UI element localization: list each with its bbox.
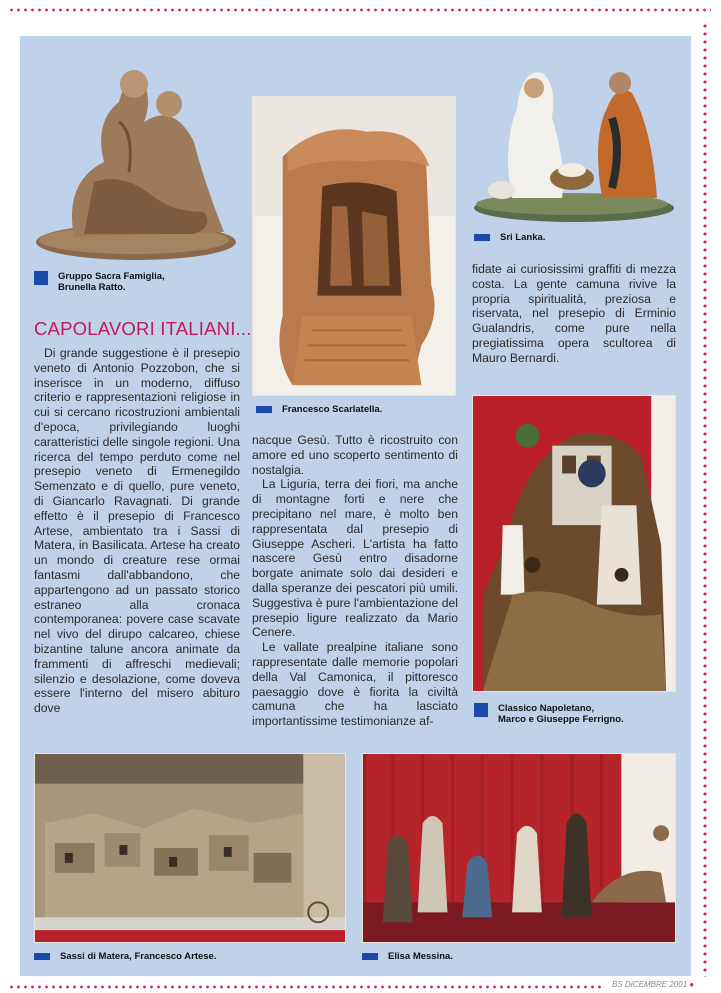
caption-square-icon [362, 953, 378, 960]
caption-square-icon [474, 234, 490, 241]
caption-elisa-messina: Elisa Messina. [362, 951, 676, 962]
right-dotted-border [702, 22, 708, 977]
page-footer [612, 980, 694, 989]
footer-text: BS DICEMBRE 2001 [612, 980, 688, 989]
article-headline: CAPOLAVORI ITALIANI... [34, 318, 252, 339]
bottom-dotted-border [8, 985, 602, 989]
caption-square-icon [256, 406, 272, 413]
article-column-2 [252, 433, 458, 729]
photo-scarlatella [252, 96, 456, 396]
article-column-3 [472, 262, 676, 366]
photo-sri-lanka [472, 58, 676, 223]
article-paragraph: fidate ai curiosissimi graffiti di mezza costa. La gente camuna rivive la propria spiritualità, preziosa e riservata, nel presepio di Erminio Gualandris, come pure nella pregiatissima opera scultorea di Mauro Bernardi. [472, 262, 676, 365]
article-paragraph: La Liguria, terra dei fiori, ma anche di montagne forti e nere che precipitano nel mare, è molto ben rappresentata dal presepio di Giuseppe Ascheri. L'artista ha fatto nascere Gesù entro disadorne borgate animate solo dai desideri e dalla speranze dei pescatori più umili. Suggestiva è pure l'ambientazione del presepio ligure realizzato da Mario Cenere. [252, 477, 458, 640]
caption-sri-lanka: Sri Lanka. [474, 232, 674, 243]
footer-dot-icon: ● [689, 980, 695, 989]
caption-sacra-famiglia: Gruppo Sacra Famiglia, Brunella Ratto. [34, 271, 234, 293]
photo-sacra-famiglia [34, 62, 238, 264]
caption-square-icon [474, 703, 488, 717]
top-dotted-border [8, 8, 711, 12]
caption-scarlatella: Francesco Scarlatella. [256, 404, 456, 415]
caption-sassi-matera: Sassi di Matera, Francesco Artese. [34, 951, 346, 962]
article-paragraph: Di grande suggestione è il presepio veneto di Antonio Pozzobon, che si inserisce in un moderno, diffuso criterio e rappresentazioni religiose in cui si cercano ricostruzioni ambientali d'epoca, privilegiando luoghi caratteristici delle singole regioni. Una ricerca del tempo perduto come nel presepio veneto di Ermenegildo Semenzato e di quello, pure veneto, di Giancarlo Ravagnati. Di grande effetto è il presepio di Francesco Artese, ambientato tra i Sassi di Matera, in Basilicata. Artese ha creato un mondo di creature rese ormai fantasmi dall'abbandono, che appartengono ad un passato storico estraneo alla cronaca contemporanea: povere case scavate nel vivo del dirupo calcareo, chiese bizantine talune ancora animate da frammenti di affreschi medievali; silenzio e desolazione, come doveva essere l'interno del misero abituro dove [34, 346, 240, 716]
caption-square-icon [34, 953, 50, 960]
photo-sassi-matera [34, 753, 346, 943]
article-paragraph: Le vallate prealpine italiane sono rappresentate dalle memorie popolari della Val Camonica, il pittoresco paesaggio dove è fiorita la civiltà camuna che ha lasciato importantissime testimonianze af- [252, 640, 458, 729]
photo-napoletano [472, 395, 676, 692]
caption-napoletano: Classico Napoletano, Marco e Giuseppe Ferrigno. [474, 703, 674, 725]
article-column-1 [34, 346, 240, 716]
caption-square-icon [34, 271, 48, 285]
photo-elisa-messina [362, 753, 676, 943]
article-paragraph: nacque Gesù. Tutto è ricostruito con amore ed uno scoperto sentimento di nostalgia. [252, 433, 458, 477]
